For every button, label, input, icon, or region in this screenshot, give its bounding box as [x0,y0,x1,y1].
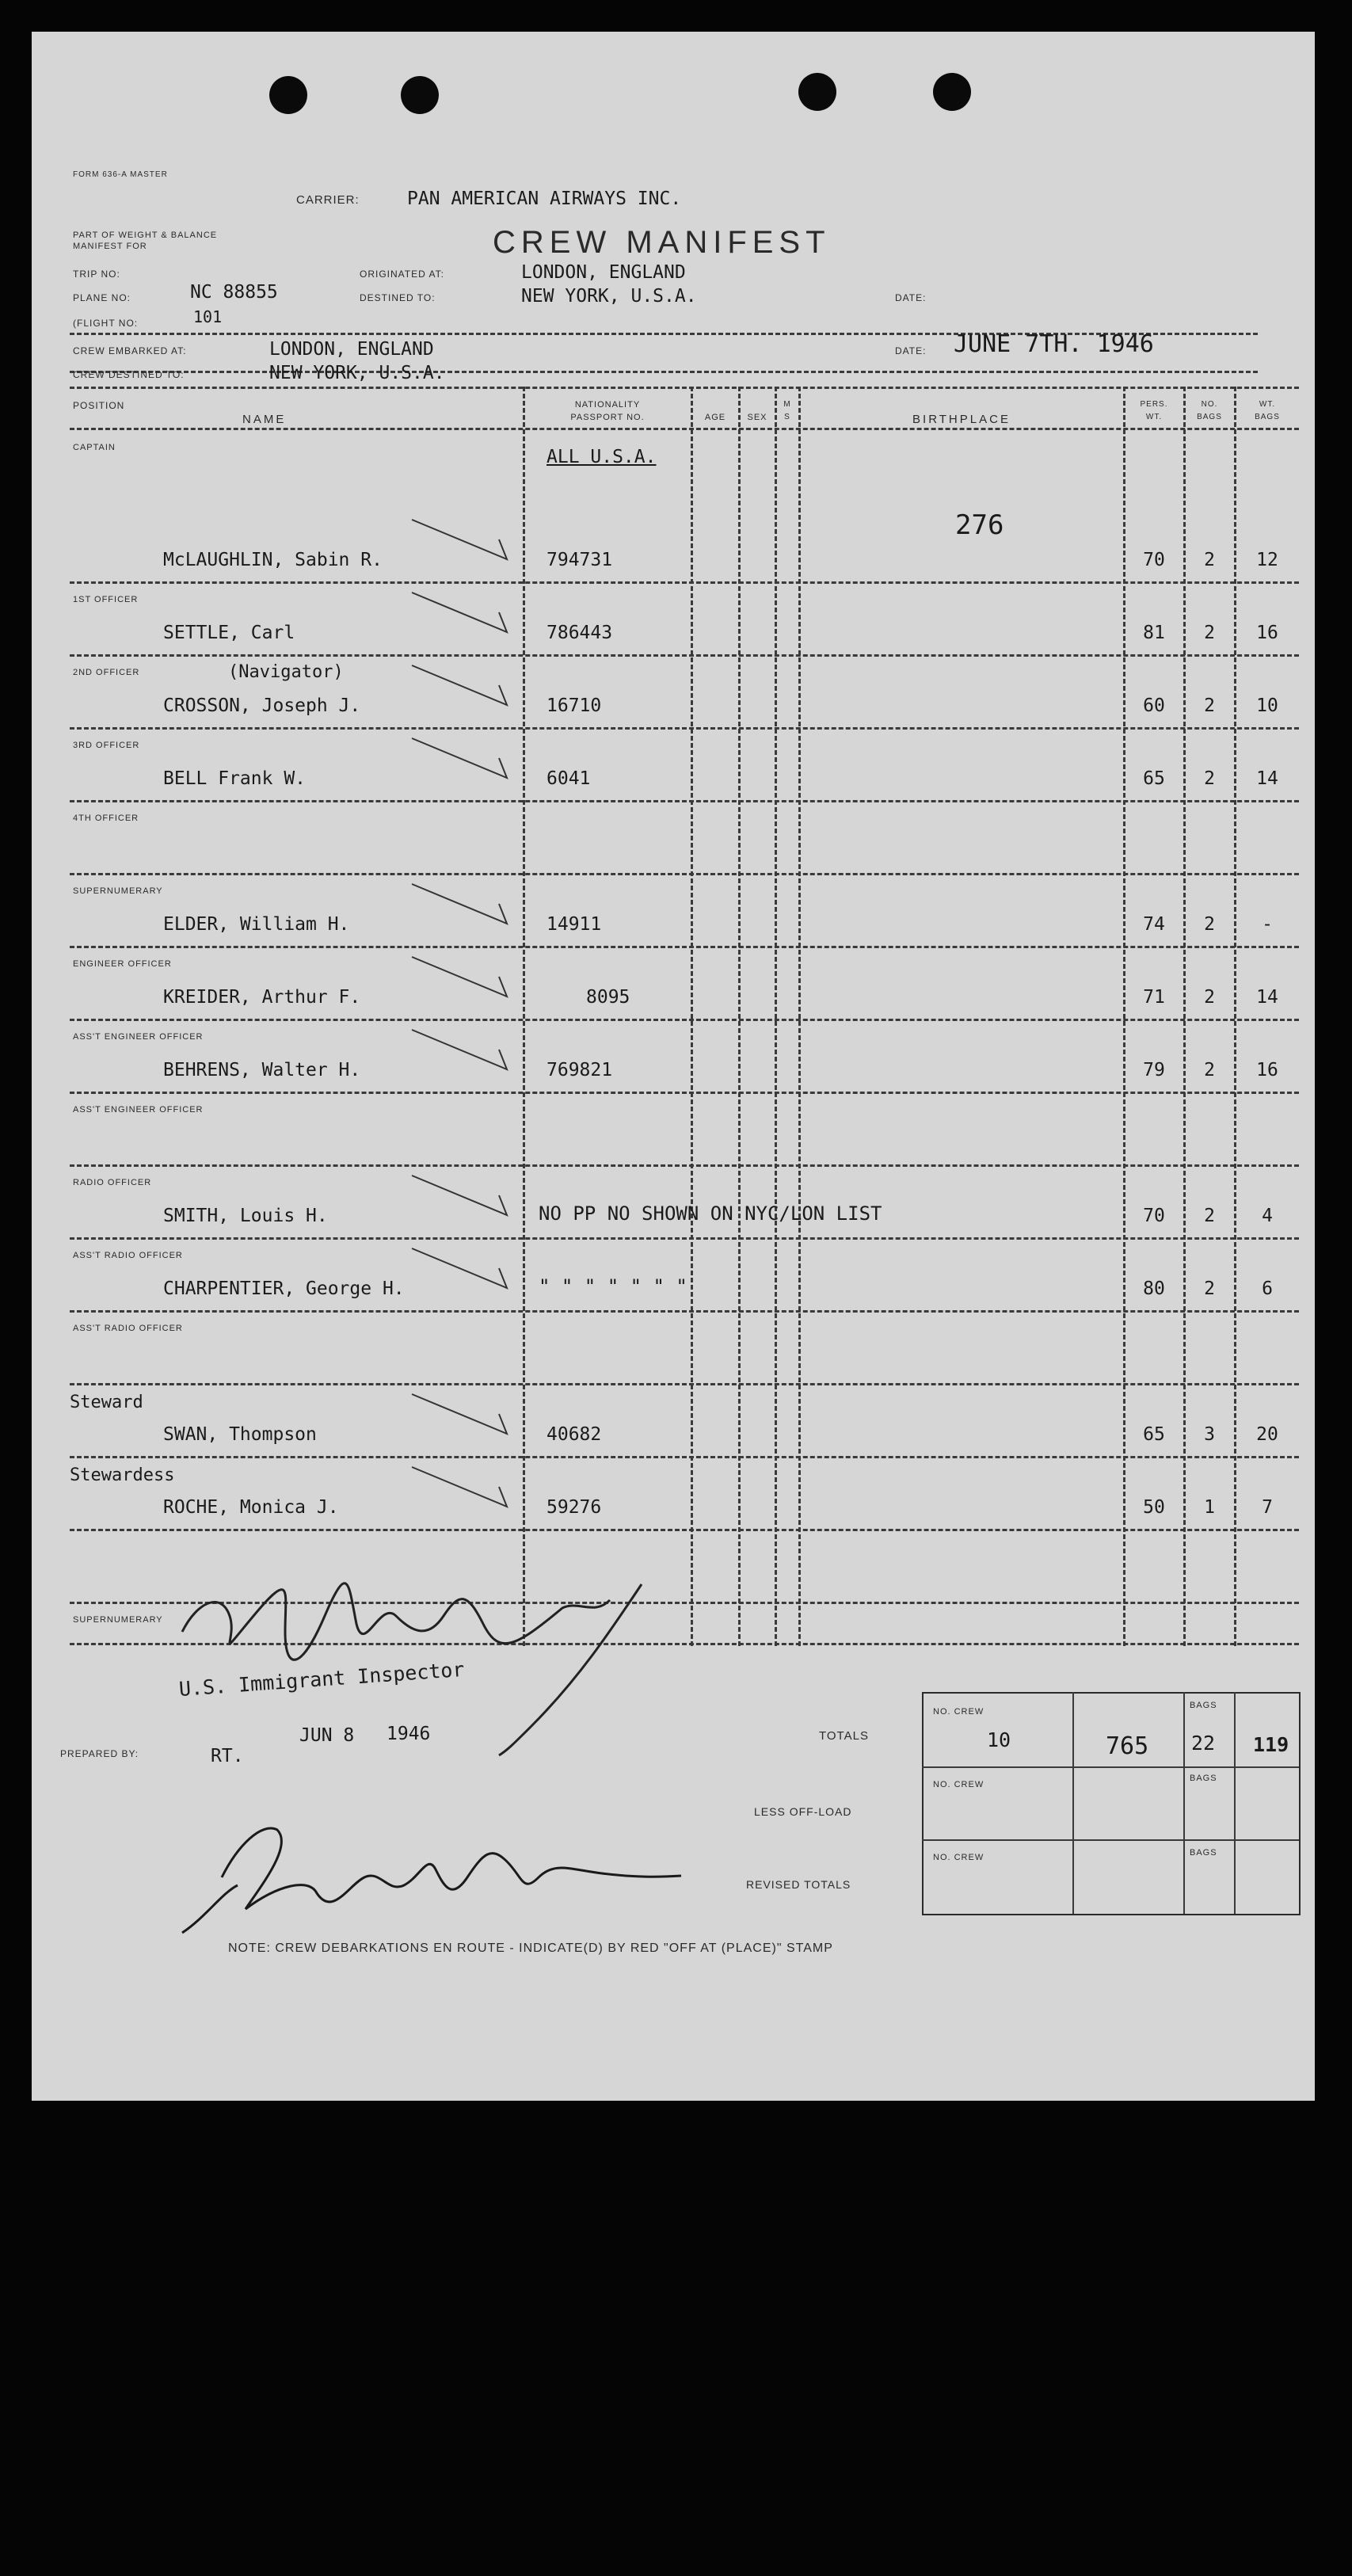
header-ms-m: M [783,400,791,409]
bag-count: 2 [1204,1278,1215,1299]
birthplace-note: 276 [955,509,1004,541]
footer-note: NOTE: CREW DEBARKATIONS EN ROUTE - INDICATE(D) BY RED "OFF AT (PLACE)" STAMP [228,1942,833,1955]
less-offload-label: LESS OFF-LOAD [754,1805,852,1818]
bag-weight: - [1262,914,1273,935]
header-position: POSITION [73,400,125,411]
check-mark [412,665,507,705]
bag-count: 2 [1204,768,1215,789]
position-label: ENGINEER OFFICER [73,959,172,969]
passport-no: 786443 [547,623,613,643]
bags-label: BAGS [1190,1701,1217,1710]
bag-weight: 12 [1256,550,1278,570]
crew-name: BELL Frank W. [163,768,307,789]
passport-no: 6041 [547,768,591,789]
position-note: (Navigator) [228,662,344,682]
bag-count: 2 [1204,914,1215,935]
pers-weight: 65 [1143,768,1165,789]
header-wt-bags-2: BAGS [1255,413,1280,421]
crew-name: SMITH, Louis H. [163,1206,328,1226]
revised-totals-label: REVISED TOTALS [746,1878,851,1891]
total-wt-bags: 119 [1253,1733,1289,1756]
header-passport: PASSPORT NO. [570,413,645,422]
pers-weight: 79 [1143,1060,1165,1080]
check-mark [412,593,507,632]
flight-no-label: (FLIGHT NO: [73,318,139,329]
totals-box [922,1692,1301,1915]
position-label: SUPERNUMERARY [73,886,163,896]
check-mark [412,1030,507,1069]
manifest-title: CREW MANIFEST [493,225,831,260]
bag-count: 2 [1204,695,1215,716]
header-name: NAME [242,413,287,426]
check-mark [412,520,507,559]
no-crew-label: NO. CREW [933,1853,984,1862]
position-label: SUPERNUMERARY [73,1615,163,1625]
position-label: 4TH OFFICER [73,814,139,823]
check-mark [412,884,507,924]
date-label: DATE: [895,345,927,356]
position-label: RADIO OFFICER [73,1178,152,1187]
position-label: 3RD OFFICER [73,741,140,750]
bag-count: 2 [1204,987,1215,1008]
bag-weight: 14 [1256,768,1278,789]
totals-col [1234,1692,1236,1914]
crew-name: ELDER, William H. [163,914,350,935]
total-bags: 22 [1191,1732,1216,1755]
manifest-document [32,32,1315,2101]
pers-weight: 50 [1143,1497,1165,1518]
position-label: ASS'T RADIO OFFICER [73,1251,183,1260]
header-birthplace: BIRTHPLACE [912,413,1011,426]
crew-name: KREIDER, Arthur F. [163,987,361,1008]
position-label: Stewardess [70,1465,175,1485]
total-crew: 10 [987,1728,1011,1751]
crew-name: CHARPENTIER, George H. [163,1278,405,1299]
bag-weight: 4 [1262,1206,1273,1226]
pers-weight: 74 [1143,914,1165,935]
pers-weight: 80 [1143,1278,1165,1299]
no-crew-label: NO. CREW [933,1780,984,1789]
pers-weight: 65 [1143,1424,1165,1445]
prepared-by-value: RT. [211,1746,244,1766]
pers-weight: 71 [1143,987,1165,1008]
check-mark [412,1176,507,1215]
bag-count: 2 [1204,623,1215,643]
plane-no-label: PLANE NO: [73,292,131,303]
flight-no: 101 [193,307,223,326]
position-label: ASS'T RADIO OFFICER [73,1324,183,1333]
position-label: 1ST OFFICER [73,595,139,604]
totals-label: TOTALS [819,1729,869,1743]
bag-weight: 14 [1256,987,1278,1008]
passport-no: " " " " " " " [539,1275,687,1298]
pers-weight: 81 [1143,623,1165,643]
prepared-by-label: PREPARED BY: [60,1748,139,1759]
check-mark [412,1394,507,1434]
destined-label: DESTINED TO: [360,292,436,303]
inspector-label: U.S. Immigrant Inspector [177,1657,466,1701]
header-sex: SEX [747,413,767,422]
position-label: Steward [70,1393,143,1412]
check-mark [412,957,507,996]
bag-count: 2 [1204,1206,1215,1226]
bag-count: 2 [1204,550,1215,570]
position-label: ASS'T ENGINEER OFFICER [73,1105,204,1115]
header-no-bags-1: NO. [1201,400,1218,409]
trip-no-label: TRIP NO: [73,269,120,280]
originated-label: ORIGINATED AT: [360,269,444,280]
date-top-label: DATE: [895,292,927,303]
no-crew-label: NO. CREW [933,1707,984,1717]
bag-count: 2 [1204,1060,1215,1080]
bag-weight: 7 [1262,1497,1273,1518]
prepared-by-signature [174,1798,697,1941]
pers-weight: 60 [1143,695,1165,716]
bags-label: BAGS [1190,1774,1217,1783]
totals-rule [922,1839,1299,1841]
nationality-all: ALL U.S.A. [547,447,657,467]
crew-embarked-label: CREW EMBARKED AT: [73,345,187,356]
date-value: JUNE 7TH. 1946 [954,330,1154,358]
bag-weight: 6 [1262,1278,1273,1299]
bag-count: 3 [1204,1424,1215,1445]
bags-label: BAGS [1190,1848,1217,1858]
crew-destined-value: NEW YORK, U.S.A. [269,363,445,383]
crew-embarked-value: LONDON, ENGLAND [269,339,434,360]
header-age: AGE [704,413,726,422]
position-label: CAPTAIN [73,443,116,452]
stamp-date-1: JUN 8 [299,1725,355,1746]
passport-no: 16710 [547,695,602,716]
carrier-name: PAN AMERICAN AIRWAYS INC. [407,189,682,209]
passport-no: 59276 [547,1497,602,1518]
originated-value: LONDON, ENGLAND [521,262,686,283]
totals-col [1072,1692,1074,1914]
totals-col [1183,1692,1185,1914]
check-mark [412,1248,507,1288]
bag-count: 1 [1204,1497,1215,1518]
totals-rule [922,1766,1299,1768]
crew-name: McLAUGHLIN, Sabin R. [163,550,383,570]
passport-no: 8095 [586,987,630,1008]
header-no-bags-2: BAGS [1197,413,1222,421]
crew-name: SWAN, Thompson [163,1424,317,1445]
crew-destined-label: CREW DESTINED TO: [73,369,185,380]
bag-weight: 16 [1256,623,1278,643]
part-of-label: PART OF WEIGHT & BALANCE MANIFEST FOR [73,231,218,251]
passport-no: 794731 [547,550,613,570]
passport-no: 14911 [547,914,602,935]
header-nationality: NATIONALITY [574,400,641,410]
check-mark [412,738,507,778]
passport-no: NO PP NO SHOWN ON NYC/LON LIST [539,1202,882,1225]
passport-no: 40682 [547,1424,602,1445]
total-pers-wt: 765 [1106,1732,1149,1760]
crew-name: CROSSON, Joseph J. [163,695,361,716]
bag-weight: 20 [1256,1424,1278,1445]
pers-weight: 70 [1143,550,1165,570]
destined-value: NEW YORK, U.S.A. [521,286,697,307]
header-ms-s: S [784,413,790,421]
passport-no: 769821 [547,1060,613,1080]
crew-name: BEHRENS, Walter H. [163,1060,361,1080]
position-label: ASS'T ENGINEER OFFICER [73,1032,204,1042]
form-number: FORM 636-A MASTER [73,170,168,179]
plane-no: NC 88855 [190,282,278,303]
pers-weight: 70 [1143,1206,1165,1226]
check-mark [412,1467,507,1507]
carrier-label: CARRIER: [296,193,360,207]
bag-weight: 10 [1256,695,1278,716]
stamp-date-2: 1946 [387,1724,431,1744]
header-wt-bags-1: WT. [1259,400,1276,409]
position-label: 2ND OFFICER [73,668,140,677]
header-pers-wt-1: PERS. [1140,400,1168,409]
check-marks [32,32,1315,1695]
crew-name: ROCHE, Monica J. [163,1497,339,1518]
crew-name: SETTLE, Carl [163,623,295,643]
bag-weight: 16 [1256,1060,1278,1080]
header-pers-wt-2: WT. [1145,413,1163,421]
